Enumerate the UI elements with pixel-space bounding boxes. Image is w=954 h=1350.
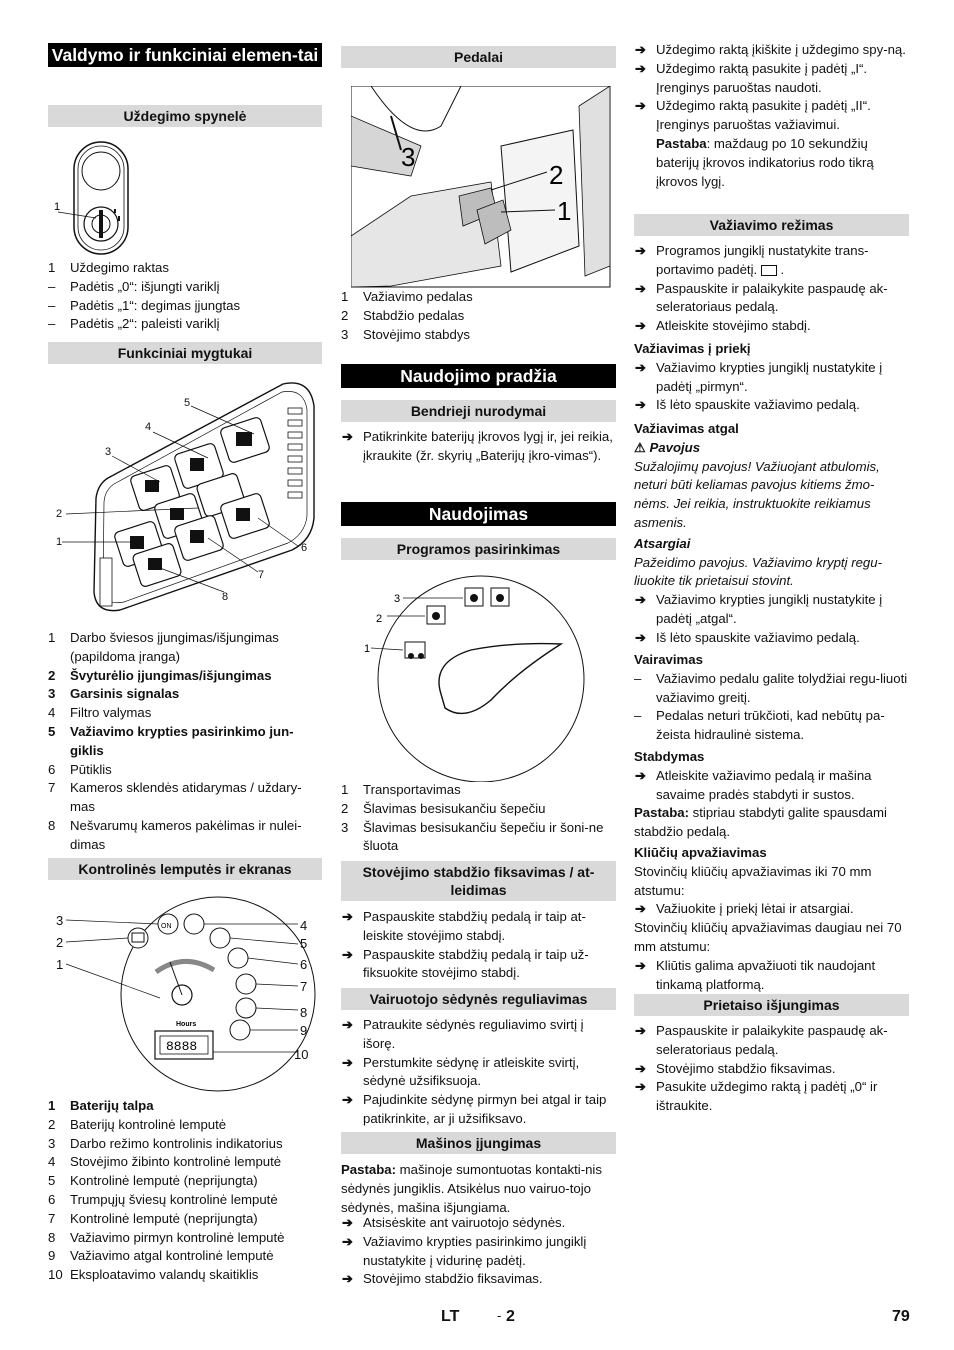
- list-item: 1 Transportavimas: [341, 782, 461, 797]
- fig2-label-3: 3: [105, 446, 112, 458]
- indicator-lamps-list: [48, 1097, 322, 1285]
- list-item: 2 Šlavimas besisukančiu šepečiu: [341, 800, 546, 816]
- list-item: 6 Trumpųjų šviesų kontrolinė lemputė: [48, 1191, 278, 1207]
- subheading-forward: Važiavimas į priekį: [634, 341, 751, 356]
- footer-separator: -: [497, 1308, 502, 1323]
- fig3-label-7: 7: [300, 979, 308, 994]
- step-item: ➔ Pajudinkite sėdynę pirmyn bei atgal ir taip patikrinkite, ar ji užsifiksavo.: [342, 1092, 607, 1126]
- machine-on-steps: [341, 1214, 616, 1289]
- list-item: 5 Kontrolinė lemputė (neprijungta): [48, 1173, 258, 1189]
- list-item: – Padėtis „2“: paleisti variklį: [48, 316, 220, 332]
- list-item: – Pedalas neturi trūkčioti, kad nebūtų pa-žeista hidraulinė sistema.: [634, 708, 885, 743]
- list-item: 4 Filtro valymas: [48, 705, 152, 721]
- heading-indicator-lamps: Kontrolinės lemputės ir ekranas: [48, 858, 322, 880]
- pedals-list: [341, 288, 616, 344]
- list-item: 7 Kontrolinė lemputė (neprijungta): [48, 1210, 258, 1226]
- footer-section-page: 2: [506, 1308, 515, 1325]
- fig3-label-2: 2: [56, 935, 64, 950]
- heading-pedals: Pedalai: [341, 46, 616, 68]
- step-item: ➔ Programos jungiklį nustatykite trans-portavimo padėtį. .: [635, 243, 869, 277]
- step-item: ➔ Uždegimo raktą įkiškite į uždegimo spy-ną.: [635, 42, 906, 57]
- pedals-figure: [351, 86, 611, 288]
- heading-drive-mode: Važiavimo režimas: [634, 214, 909, 236]
- drive-mode-steps: [634, 242, 909, 336]
- indicator-panel-figure: [48, 892, 322, 1098]
- step-item: ➔ Kliūtis galima apvažiuoti tik naudojant tinkamą platformą.: [635, 957, 876, 992]
- heading-ignition: Uždegimo spynelė: [48, 105, 322, 127]
- step-item: ➔ Paspauskite ir palaikykite paspaudę ak-seleratoriaus pedalą.: [635, 1023, 888, 1057]
- fig4-label-2: 2: [549, 160, 564, 190]
- list-item: 2 Stabdžio pedalas: [341, 307, 465, 323]
- fig5-label-3: 3: [394, 593, 401, 605]
- fig3-on-label: ON: [161, 923, 172, 930]
- list-item: 2 Baterijų kontrolinė lemputė: [48, 1116, 227, 1132]
- list-item: 5 Važiavimo krypties pasirinkimo jun-giklis: [48, 723, 294, 758]
- step-item: ➔ Paspauskite stabdžių pedalą ir taip už-fiksuokite stovėjimo stabdį.: [342, 946, 589, 981]
- step-item: ➔ Patraukite sėdynės reguliavimo svirtį į išorę.: [342, 1017, 584, 1051]
- step-item: ➔ Perstumkite sėdynę ir atleiskite svirtį, sėdynė užsifiksuoja.: [342, 1054, 580, 1089]
- fig3-label-10: 10: [294, 1047, 309, 1062]
- machine-on-note: Pastaba: mašinoje sumontuotas kontakti-nis sėdynės jungiklis. Atsikėlus nuo vairuo-tojo sėdynės, mašina išjungiama.: [341, 1162, 602, 1215]
- fig4-label-3: 3: [401, 142, 416, 172]
- heading-function-buttons: Funkciniai mygtukai: [48, 342, 322, 364]
- step-item: ➔ Stovėjimo stabdžio fiksavimas.: [635, 1060, 836, 1076]
- list-item: 10 Eksploatavimo valandų skaitiklis: [48, 1267, 259, 1283]
- heading-machine-on: Mašinos įjungimas: [341, 1132, 616, 1154]
- braking-block: [634, 748, 909, 842]
- start-note: Pastaba: maždaug po 10 sekundžių baterijų įkrovos indikatorius rodo tikrą įkrovos lygį.: [656, 135, 874, 189]
- fig1-label-1: 1: [54, 201, 61, 213]
- obstacle-text-2: Stovinčių kliūčių apvažiavimas daugiau nei 70 mm atstumu:: [634, 920, 902, 954]
- step-item: ➔ Iš lėto spauskite važiavimo pedalą.: [635, 397, 860, 413]
- step-item: ➔ Patikrinkite baterijų įkrovos lygį ir, jei reikia, įkraukite (žr. skyrių „Baterijų įkro-vimas“).: [342, 429, 613, 463]
- heading-parking-brake: Stovėjimo stabdžio fiksavimas / at-leidimas: [341, 861, 616, 901]
- fig3-label-4: 4: [300, 918, 308, 933]
- footer-language: LT: [441, 1308, 460, 1325]
- list-item: 3 Garsinis signalas: [48, 686, 180, 702]
- step-item: ➔ Stovėjimo stabdžio fiksavimas.: [342, 1271, 543, 1287]
- heading-general: Bendrieji nurodymai: [341, 400, 616, 422]
- fig2-label-4: 4: [145, 421, 152, 433]
- subheading-steering: Vairavimas: [634, 652, 703, 667]
- step-item: ➔ Atleiskite važiavimo pedalą ir mašina savaime pradės stabdyti ir sustos.: [635, 767, 872, 802]
- fig2-label-1: 1: [56, 536, 63, 548]
- list-item: 2 Švyturėlio įjungimas/išjungimas: [48, 667, 272, 683]
- fig3-display: 8888: [166, 1039, 198, 1054]
- fig2-label-7: 7: [258, 569, 265, 581]
- program-selector-figure: [341, 572, 616, 782]
- step-item: ➔ Iš lėto spauskite važiavimo pedalą.: [635, 629, 860, 645]
- caution-label: Atsargiai: [634, 535, 691, 551]
- ignition-lock-figure: [48, 138, 168, 258]
- transport-icon: [761, 265, 777, 276]
- subheading-reverse: Važiavimas atgal: [634, 421, 739, 436]
- danger-text: Sužalojimų pavojus! Važiuojant atbulomis, neturi būti keliamas pavojus kitiems žmo-nėms. Jei reikia, instruktuokite reikiamus asmenis.: [634, 458, 880, 530]
- seat-steps: [341, 1016, 616, 1129]
- program-list: [341, 781, 616, 856]
- obstacle-block: [634, 844, 909, 994]
- parking-steps: [341, 908, 616, 983]
- general-steps: [341, 428, 616, 466]
- list-item: 4 Stovėjimo žibinto kontrolinė lemputė: [48, 1154, 282, 1170]
- warning-triangle-icon: ⚠: [634, 439, 646, 455]
- step-item: ➔ Važiavimo krypties jungiklį nustatykite į padėtį „pirmyn“.: [635, 359, 883, 394]
- heading-program: Programos pasirinkimas: [341, 538, 616, 560]
- step-item: ➔ Uždegimo raktą pasukite į padėtį „I“. Įrenginys paruoštas naudoti.: [635, 60, 868, 95]
- list-item: 1 Važiavimo pedalas: [341, 289, 473, 304]
- list-item: 1 Uždegimo raktas: [48, 260, 169, 275]
- reverse-block: [634, 420, 909, 648]
- fig2-label-5: 5: [184, 397, 191, 409]
- step-item: ➔ Paspauskite ir palaikykite paspaudę ak-seleratoriaus pedalą.: [635, 280, 888, 315]
- fig3-label-3: 3: [56, 913, 64, 928]
- page-number: 79: [892, 1308, 910, 1325]
- step-item: ➔ Pasukite uždegimo raktą į padėtį „0“ ir ištraukite.: [635, 1079, 878, 1114]
- fig4-label-1: 1: [557, 196, 572, 226]
- fig2-label-2: 2: [56, 508, 63, 520]
- heading-shutdown: Prietaiso išjungimas: [634, 994, 909, 1016]
- section-title-use: Naudojimas: [341, 502, 616, 526]
- start-steps: [634, 41, 909, 191]
- steering-block: [634, 651, 909, 745]
- shutdown-steps: [634, 1022, 909, 1116]
- section-title-start: Naudojimo pradžia: [341, 364, 616, 388]
- list-item: 9 Važiavimo atgal kontrolinė lemputė: [48, 1248, 274, 1264]
- obstacle-text-1: Stovinčių kliūčių apvažiavimas iki 70 mm atstumu:: [634, 863, 872, 898]
- list-item: 3 Šlavimas besisukančiu šepečiu ir šoni-ne šluota: [341, 819, 604, 854]
- fig3-label-1: 1: [56, 957, 64, 972]
- list-item: 8 Važiavimo pirmyn kontrolinė lemputė: [48, 1229, 285, 1245]
- step-item: ➔ Atleiskite stovėjimo stabdį.: [635, 318, 811, 334]
- step-item: ➔ Paspauskite stabdžių pedalą ir taip at-leiskite stovėjimo stabdį.: [342, 909, 586, 943]
- step-item: ➔ Važiavimo krypties pasirinkimo jungiklį nustatykite į vidurinę padėtį.: [342, 1233, 587, 1268]
- list-item: – Važiavimo pedalu galite tolydžiai regu-liuoti važiavimo greitį.: [634, 670, 908, 705]
- function-buttons-figure: [48, 378, 322, 628]
- danger-label-row: ⚠ Pavojus: [634, 439, 701, 455]
- subheading-obstacle: Kliūčių apvažiavimas: [634, 845, 767, 860]
- fig3-label-9: 9: [300, 1023, 308, 1038]
- caution-text: Pažeidimo pavojus. Važiavimo kryptį regu-liuokite tik prietaisui stovint.: [634, 554, 882, 589]
- section-title-controls: Valdymo ir funkciniai elemen-tai: [48, 43, 322, 67]
- list-item: 3 Darbo režimo kontrolinis indikatorius: [48, 1135, 283, 1151]
- list-item: 1 Darbo šviesos įjungimas/išjungimas (papildoma įranga): [48, 630, 279, 664]
- fig5-label-1: 1: [364, 643, 371, 655]
- step-item: ➔ Uždegimo raktą pasukite į padėtį „II“. Įrenginys paruoštas važiavimui.: [635, 98, 871, 133]
- step-item: ➔ Atsisėskite ant vairuotojo sėdynės.: [342, 1215, 566, 1230]
- list-item: 3 Stovėjimo stabdys: [341, 326, 471, 342]
- fig3-label-6: 6: [300, 957, 308, 972]
- subheading-braking: Stabdymas: [634, 749, 705, 764]
- forward-block: [634, 340, 909, 415]
- list-item: 6 Pūtiklis: [48, 761, 112, 777]
- heading-seat: Vairuotojo sėdynės reguliavimas: [341, 988, 616, 1010]
- brake-note: Pastaba: stipriau stabdyti galite spausdami stabdžio pedalą.: [634, 805, 887, 840]
- step-item: ➔ Važiavimo krypties jungiklį nustatykite į padėtį „atgal“.: [635, 592, 883, 626]
- fig3-label-5: 5: [300, 936, 308, 951]
- function-buttons-list: [48, 629, 322, 855]
- list-item: 8 Nešvarumų kameros pakėlimas ir nulei-dimas: [48, 817, 302, 852]
- fig2-label-6: 6: [301, 542, 308, 554]
- step-item: ➔ Važiuokite į priekį lėtai ir atsargiai.: [635, 901, 854, 917]
- fig2-label-8: 8: [222, 591, 229, 603]
- list-item: 1 Baterijų talpa: [48, 1098, 154, 1113]
- list-item: 7 Kameros sklendės atidarymas / uždary-mas: [48, 780, 302, 815]
- list-item: – Padėtis „1“: degimas įjungtas: [48, 297, 241, 313]
- list-item: – Padėtis „0“: išjungti variklį: [48, 278, 220, 294]
- fig3-hours-label: Hours: [176, 1021, 197, 1028]
- fig3-label-8: 8: [300, 1005, 308, 1020]
- fig5-label-2: 2: [376, 613, 383, 625]
- ignition-list: [48, 259, 322, 334]
